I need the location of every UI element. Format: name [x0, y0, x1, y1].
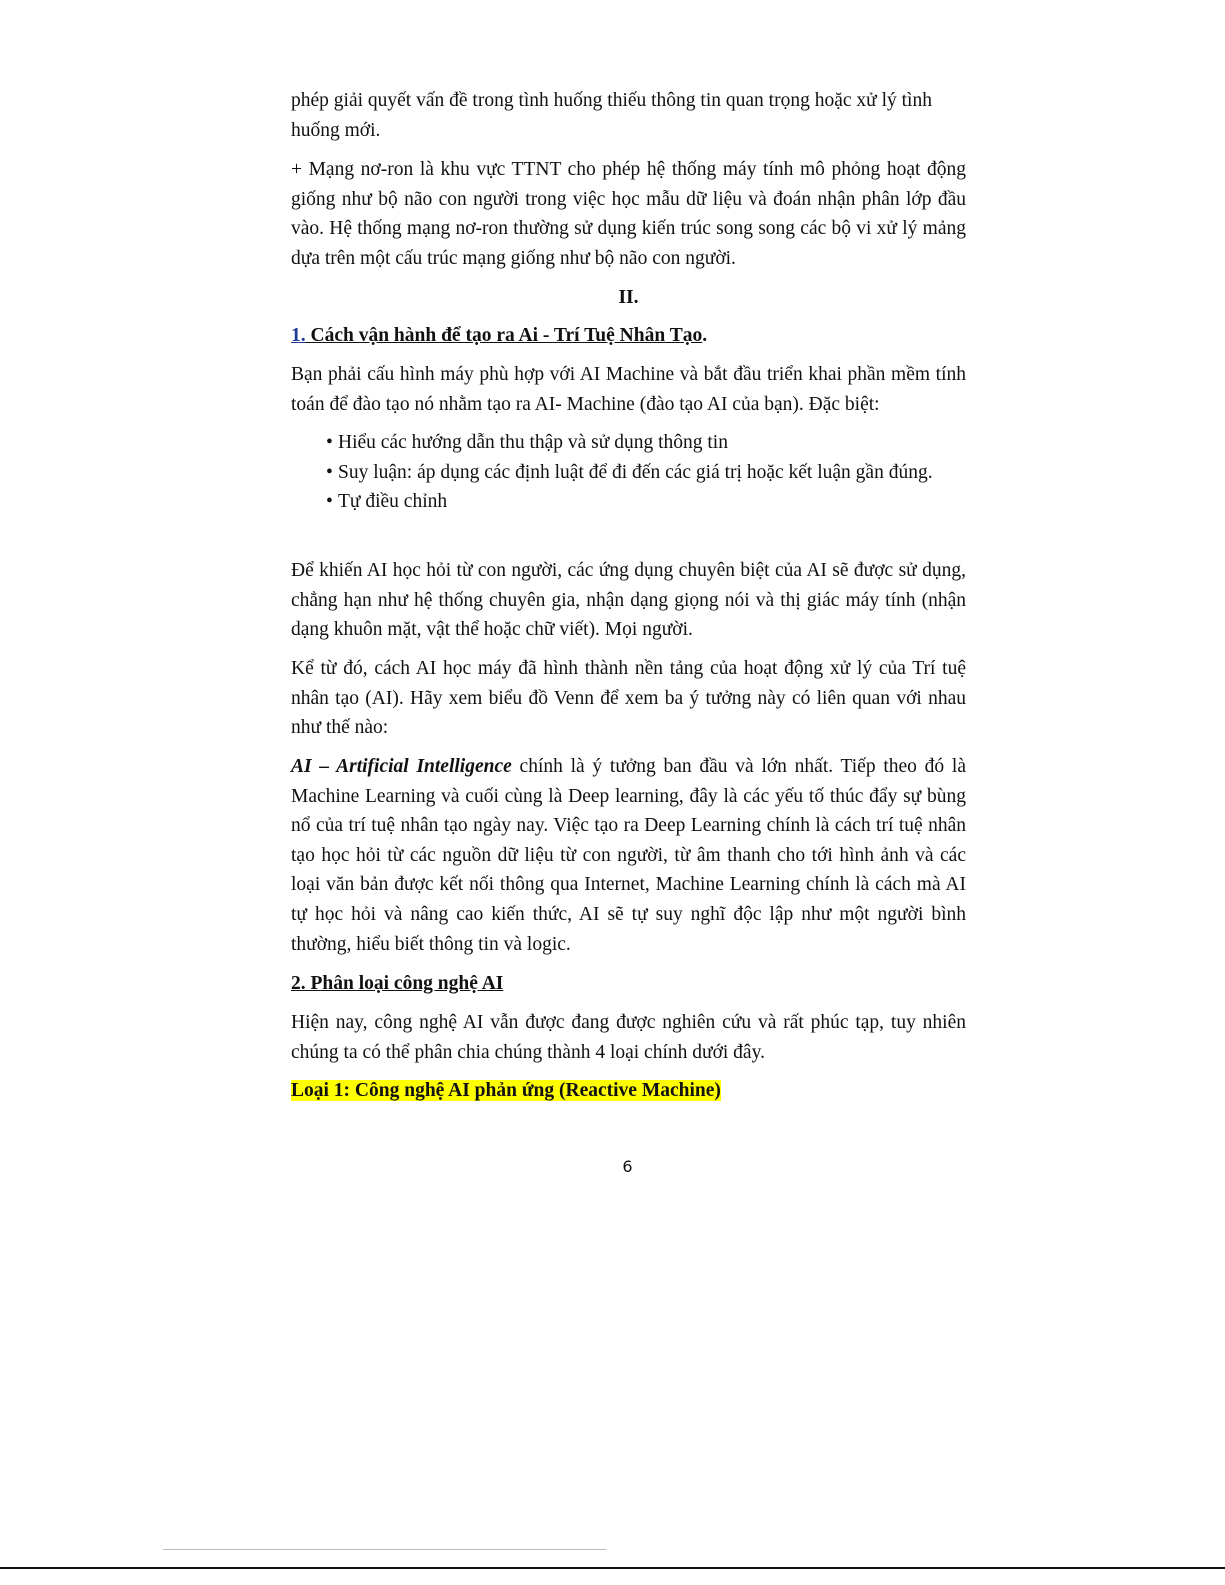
heading-number: 1. — [291, 325, 306, 346]
highlighted-heading: Loại 1: Công nghệ AI phản ứng (Reactive Machine) — [291, 1080, 721, 1101]
paragraph-four-types: Hiện nay, công nghệ AI vẫn được đang được nghiên cứu và rất phúc tạp, tuy nhiên chúng ta có thể phân chia chúng thành 4 loại chính dưới đây. — [291, 1012, 966, 1063]
footnote-divider — [163, 1549, 606, 1550]
heading-type-1 — [291, 1076, 721, 1106]
bullet-icon: • — [326, 432, 333, 453]
heading-period: . — [702, 325, 708, 346]
page-bottom-edge — [0, 1567, 1225, 1569]
list-item: • Hiểu các hướng dẫn thu thập và sử dụng thông tin — [314, 428, 934, 458]
heading-title: Cách vận hành để tạo ra Ai - Trí Tuệ Nhân Tạo — [305, 325, 703, 346]
list-item: • Tự điều chỉnh — [314, 487, 934, 517]
heading-ai-classification: 2. Phân loại công nghệ AI — [291, 973, 504, 994]
bullet-icon: • — [326, 491, 333, 513]
page-number: 6 — [622, 1157, 633, 1176]
paragraph-ai-learning: Để khiến AI học hỏi từ con người, các ứng dụng chuyên biệt của AI sẽ được sử dụng, chẳng hạn như hệ thống chuyên gia, nhận dạng giọng nói và thị giác máy tính (nhận dạng khuôn mặt, vật thể hoặc chữ viết). Mọi người. — [291, 560, 966, 641]
bullet-icon: • — [326, 461, 333, 483]
section-roman-numeral: II. — [618, 287, 639, 308]
paragraph-ai-definition: AI – Artificial Intelligence chính là ý tưởng ban đầu và lớn nhất. Tiếp theo đó là Machine Learning và cuối cùng là Deep learning, đây là các yếu tố thúc đẩy sự bùng nổ của trí tuệ nhân tạo ngày nay. Việc tạo ra Deep Learning chính là cách trí tuệ nhân tạo học hỏi từ các nguồn dữ liệu từ con người, từ âm thanh cho tới hình ảnh và các loại văn bản được kết nối thông qua Internet, Machine Learning chính là cách mà AI tự học hỏi và nâng cao kiến thức, AI sẽ tự suy nghĩ độc lập như một người bình thường, hiểu biết thông tin và logic. — [291, 756, 966, 955]
paragraph-neural-network: + Mạng nơ-ron là khu vực TTNT cho phép hệ thống máy tính mô phỏng hoạt động giống như bộ não con người trong việc học mẫu dữ liệu và đoán nhận phân lớp đầu vào. Hệ thống mạng nơ-ron thường sử dụng kiến trúc song song các bộ vi xử lý mảng dựa trên một cấu trúc mạng giống như bộ não con người. — [291, 159, 966, 269]
bullet-list — [314, 428, 934, 517]
paragraph-venn: Kể từ đó, cách AI học máy đã hình thành nền tảng của hoạt động xử lý của Trí tuệ nhân tạo (AI). Hãy xem biểu đồ Venn để xem ba ý tưởng này có liên quan với nhau như thế nào: — [291, 658, 966, 739]
heading-how-ai-works — [291, 321, 707, 351]
paragraph-continuation: phép giải quyết vấn đề trong tình huống thiếu thông tin quan trọng hoặc xử lý tình huống mới. — [291, 90, 932, 141]
emphasis-ai-term: AI – Artificial Intelligence — [291, 756, 512, 777]
list-item: • Suy luận: áp dụng các định luật để đi đến các giá trị hoặc kết luận gần đúng. — [314, 458, 934, 488]
paragraph-configure-machine: Bạn phải cấu hình máy phù hợp với AI Machine và bắt đầu triển khai phần mềm tính toán để đào tạo nó nhằm tạo ra AI- Machine (đào tạo AI của bạn). Đặc biệt: — [291, 364, 966, 415]
